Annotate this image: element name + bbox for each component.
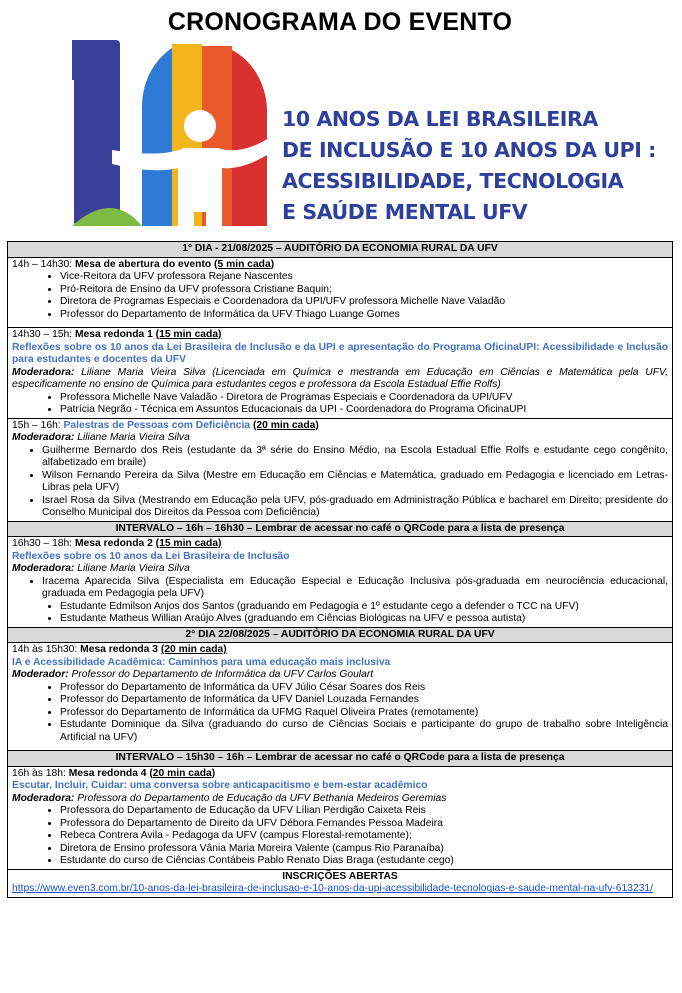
day1-session-opening bbox=[8, 257, 673, 328]
moderator-label: Moderador: bbox=[12, 669, 72, 680]
day2-header: 2° DIA 22/08/2025 – AUDITÓRIO DA ECONOMIA RURAL DA UFV bbox=[8, 627, 673, 643]
session-time: 14h às 15h30: bbox=[12, 644, 81, 655]
list-item: • Diretora de Ensino professora Vânia Maria Moreira Valente (campus Rio Paranaíba) bbox=[60, 843, 668, 856]
moderator-label: Moderadora: bbox=[12, 563, 78, 574]
moderator-text: Professor do Departamento de Informática da UFV Carlos Goulart bbox=[71, 669, 374, 680]
session-title: Mesa redonda 2 bbox=[74, 538, 156, 549]
list-item: • Professor do Departamento de Informática da UFV Júlio César Soares dos Reis bbox=[60, 682, 668, 695]
moderator-label: Moderadora: bbox=[12, 366, 82, 378]
day1-session-roundtable-2 bbox=[8, 537, 673, 628]
list-item: • Guilherme Bernardo dos Reis (estudante da 3ª série do Ensino Médio, na Escola Estadual Effie Rolfs e estudante cego congênito, alfabetizado em braile) bbox=[42, 444, 668, 468]
list-item: • Israel Rosa da Silva (Mestrando em Educação pela UFV, pós-graduado em Administração Pública e bacharel em Direito; presidente do Conselho Municipal dos Direitos da Pessoa com Deficiência) bbox=[42, 494, 668, 518]
session-time: 14h – 14h30: bbox=[12, 258, 75, 270]
document-page bbox=[7, 6, 673, 898]
session-time: 16h às 18h: bbox=[12, 767, 69, 779]
list-item: • Professor do Departamento de Informática da UFV Daniel Louzada Fernandes bbox=[60, 694, 668, 707]
moderator-text: Professora do Departamento de Educação da UFV Bethania Medeiros Geremias bbox=[77, 792, 447, 804]
session-subtitle: Reflexões sobre os 10 anos da Lei Brasileira de Inclusão e da UPI e apresentação do Programa OficinaUPI: Acessibilidade e Inclusão para estudantes e docentes da UFV bbox=[12, 341, 668, 365]
page-title: CRONOGRAMA DO EVENTO bbox=[167, 8, 513, 36]
event-banner bbox=[7, 36, 673, 241]
day2-break: INTERVALO – 15h30 – 16h – Lembrar de acessar no café o QRCode para a lista de presença bbox=[8, 751, 673, 767]
banner-line: ACESSIBILIDADE, TECNOLOGIA bbox=[282, 169, 624, 193]
moderator-label: Moderadora: bbox=[12, 432, 78, 443]
list-item: • Rebeca Contrera Avila - Pedagoga da UFV (campus Florestal-remotamente); bbox=[60, 830, 668, 843]
list-item: • Estudante do curso de Ciências Contábeis Pablo Renato Dias Braga (estudante cego) bbox=[60, 855, 668, 868]
session-title: Mesa redonda 3 bbox=[80, 644, 161, 655]
moderator-label: Moderadora: bbox=[12, 792, 78, 804]
list-item: • Estudante Edmilson Anjos dos Santos (graduando em Pedagogia e 1º estudante cego a defender o TCC na UFV) bbox=[60, 601, 668, 614]
list-item: • Estudante Matheus Willian Araújo Alves (graduando em Ciências Biológicas na UFV e pessoa autista) bbox=[60, 613, 668, 626]
day1-session-roundtable-1 bbox=[8, 328, 673, 419]
session-duration: (20 min cada) bbox=[149, 767, 216, 779]
list-item: • Professor do Departamento de Informática da UFV Thiago Luange Gomes bbox=[60, 309, 668, 322]
list-item: • Wilson Fernando Pereira da Silva (Mestre em Educação em Ciências e Matemática, graduado em Pedagogia e licenciado em Letras-Libras pela UFV) bbox=[42, 469, 668, 493]
session-time: 16h30 – 18h: bbox=[12, 538, 75, 549]
session-duration: (20 min cada) bbox=[253, 419, 319, 431]
banner-title bbox=[282, 104, 672, 228]
list-item: • Vice-Reitora da UFV professora Rejane Nascentes bbox=[60, 271, 668, 284]
session-title: Mesa redonda 4 bbox=[68, 767, 150, 779]
moderator-text: Liliane Maria Vieira Silva bbox=[77, 563, 190, 574]
day1-break: INTERVALO – 16h – 16h30 – Lembrar de acessar no café o QRCode para a lista de presença bbox=[8, 521, 673, 537]
session-duration: (5 min cada) bbox=[214, 258, 275, 270]
banner-line: DE INCLUSÃO E 10 ANOS DA UPI : bbox=[282, 138, 656, 162]
colorful-10-logo-icon bbox=[72, 40, 272, 236]
banner-line: E SAÚDE MENTAL UFV bbox=[282, 200, 528, 224]
list-item: • Iracema Aparecida Silva (Especialista em Educação Especial e Educação Inclusiva pós-graduada em neurociência educacional, graduada em Pedagogia pela UFV) bbox=[42, 575, 668, 599]
day2-session-roundtable-3 bbox=[8, 643, 673, 751]
session-subtitle: Escutar, Incluir, Cuidar: uma conversa sobre anticapacitismo e bem-estar acadêmico bbox=[12, 780, 428, 791]
day1-session-talks bbox=[8, 418, 673, 521]
day1-header: 1° DIA - 21/08/2025 – AUDITÓRIO DA ECONOMIA RURAL DA UFV bbox=[8, 242, 673, 258]
session-subtitle: IA e Acessibilidade Acadêmica: Caminhos para uma educação mais inclusiva bbox=[12, 656, 391, 668]
registration-label: INSCRIÇÕES ABERTAS bbox=[282, 870, 398, 882]
list-item: • Professora Michelle Nave Valadão - Diretora de Programas Especiais e Coordenadora da UPI/UFV bbox=[60, 392, 668, 405]
session-duration: (20 min cada) bbox=[160, 644, 227, 655]
registration-link[interactable]: https://www.even3.com.br/10-anos-da-lei-brasileira-de-inclusao-e-10-anos-da-upi-acessibilidade-tecnologias-e-saude-mental-na-ufv-613231/ bbox=[12, 883, 654, 894]
banner-line: 10 ANOS DA LEI BRASILEIRA bbox=[282, 107, 598, 131]
list-item: • Patrícia Negrão - Técnica em Assuntos Educacionais da UPI - Coordenadora do Programa OficinaUPI bbox=[60, 404, 668, 417]
moderator-text: Liliane Maria Vieira Silva (Licenciada em Química e mestranda em Educação em Ciências e Matemática pela UFV, especificamente no ensino de Química para estudantes cegos e professora da Escola Estadual Effie Rolfs) bbox=[12, 366, 668, 390]
session-subtitle: Reflexões sobre os 10 anos da Lei Brasileira de Inclusão bbox=[12, 550, 290, 562]
list-item: • Estudante Dominique da Silva (graduando do curso de Ciências Sociais e participante do grupo de trabalho sobre Inteligência Artificial na UFV) bbox=[60, 719, 668, 743]
session-duration: (15 min cada) bbox=[155, 538, 222, 549]
schedule-table bbox=[7, 241, 673, 898]
registration-cell bbox=[8, 869, 673, 897]
session-duration: (15 min cada) bbox=[155, 329, 222, 340]
list-item: • Professor do Departamento de Informática da UFMG Raquel Oliveira Prates (remotamente) bbox=[60, 707, 668, 720]
list-item: • Professora do Departamento de Direito da UFV Débora Fernandes Pessoa Madeira bbox=[60, 818, 668, 831]
session-title: Mesa redonda 1 bbox=[74, 329, 156, 340]
session-title: Palestras de Pessoas com Deficiência bbox=[63, 419, 251, 431]
list-item: • Pró-Reitora de Ensino da UFV professora Cristiane Baquin; bbox=[60, 284, 668, 297]
list-item: • Professora do Departamento de Educação da UFV Lílian Perdigão Caixeta Reis bbox=[60, 805, 668, 818]
session-title: Mesa de abertura do evento bbox=[74, 258, 215, 270]
session-time: 14h30 – 15h: bbox=[12, 329, 75, 340]
moderator-text: Liliane Maria Vieira Silva bbox=[77, 432, 190, 443]
day2-session-roundtable-4 bbox=[8, 766, 673, 869]
list-item: • Diretora de Programas Especiais e Coordenadora da UPI/UFV professora Michelle Nave Valadão bbox=[60, 296, 668, 309]
session-time: 15h – 16h: bbox=[12, 419, 64, 431]
